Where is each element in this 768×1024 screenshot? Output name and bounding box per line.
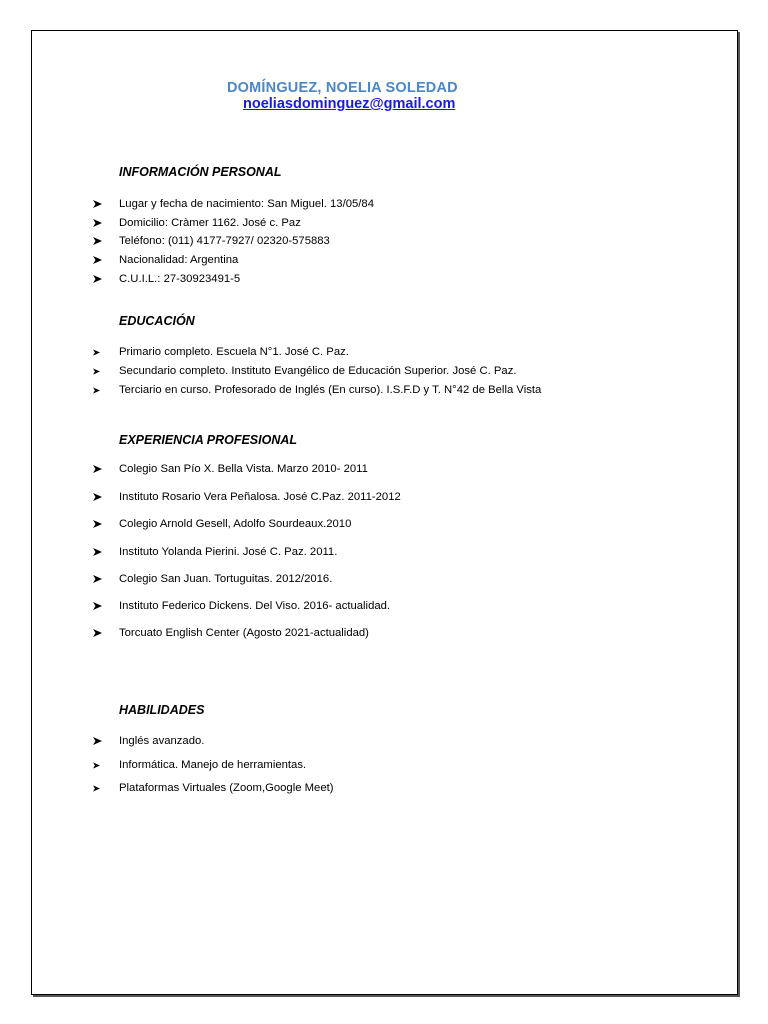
list-item: Terciario en curso. Profesorado de Inglés (En curso). I.S.F.D y T. N°42 de Bella Vista (93, 382, 541, 398)
arrowhead-bullet-icon (93, 200, 119, 208)
arrowhead-bullet-icon (93, 762, 119, 769)
arrowhead-bullet-icon (93, 237, 119, 245)
list-item: C.U.I.L.: 27-30923491-5 (93, 271, 240, 287)
list-item: Primario completo. Escuela N°1. José C. Paz. (93, 344, 349, 360)
arrowhead-bullet-icon (93, 275, 119, 283)
list-item: Domicilio: Cràmer 1162. José c. Paz (93, 215, 301, 231)
list-item: Colegio San Pío X. Bella Vista. Marzo 2010- 2011 (93, 461, 368, 477)
arrowhead-bullet-icon (93, 575, 119, 583)
arrowhead-bullet-icon (93, 548, 119, 556)
email-link[interactable]: noeliasdominguez@gmail.com (243, 96, 456, 112)
arrowhead-bullet-icon (93, 737, 119, 745)
section-title-education: EDUCACIÓN (119, 314, 195, 328)
arrowhead-bullet-icon (93, 785, 119, 792)
list-item: Informática. Manejo de herramientas. (93, 757, 306, 773)
arrowhead-bullet-icon (93, 368, 119, 375)
arrowhead-bullet-icon (93, 493, 119, 501)
list-item: Colegio Arnold Gesell, Adolfo Sourdeaux.2010 (93, 516, 351, 532)
list-item: Nacionalidad: Argentina (93, 252, 238, 268)
list-item: Colegio San Juan. Tortuguitas. 2012/2016. (93, 571, 332, 587)
list-item: Instituto Federico Dickens. Del Viso. 2016- actualidad. (93, 598, 390, 614)
section-title-experience: EXPERIENCIA PROFESIONAL (119, 433, 298, 447)
list-item: Instituto Yolanda Pierini. José C. Paz. 2011. (93, 544, 337, 560)
list-item: Instituto Rosario Vera Peñalosa. José C.Paz. 2011-2012 (93, 489, 401, 505)
arrowhead-bullet-icon (93, 520, 119, 528)
arrowhead-bullet-icon (93, 256, 119, 264)
candidate-name: DOMÍNGUEZ, NOELIA SOLEDAD (227, 80, 458, 96)
section-title-personal: INFORMACIÓN PERSONAL (119, 165, 282, 179)
list-item: Teléfono: (011) 4177-7927/ 02320-575883 (93, 233, 330, 249)
arrowhead-bullet-icon (93, 465, 119, 473)
arrowhead-bullet-icon (93, 349, 119, 356)
list-item: Lugar y fecha de nacimiento: San Miguel. 13/05/84 (93, 196, 374, 212)
list-item: Torcuato English Center (Agosto 2021-actualidad) (93, 625, 369, 641)
arrowhead-bullet-icon (93, 387, 119, 394)
section-title-skills: HABILIDADES (119, 703, 205, 717)
arrowhead-bullet-icon (93, 219, 119, 227)
list-item: Plataformas Virtuales (Zoom,Google Meet) (93, 780, 334, 796)
list-item: Inglés avanzado. (93, 733, 204, 749)
arrowhead-bullet-icon (93, 602, 119, 610)
arrowhead-bullet-icon (93, 629, 119, 637)
list-item: Secundario completo. Instituto Evangélico de Educación Superior. José C. Paz. (93, 363, 517, 379)
